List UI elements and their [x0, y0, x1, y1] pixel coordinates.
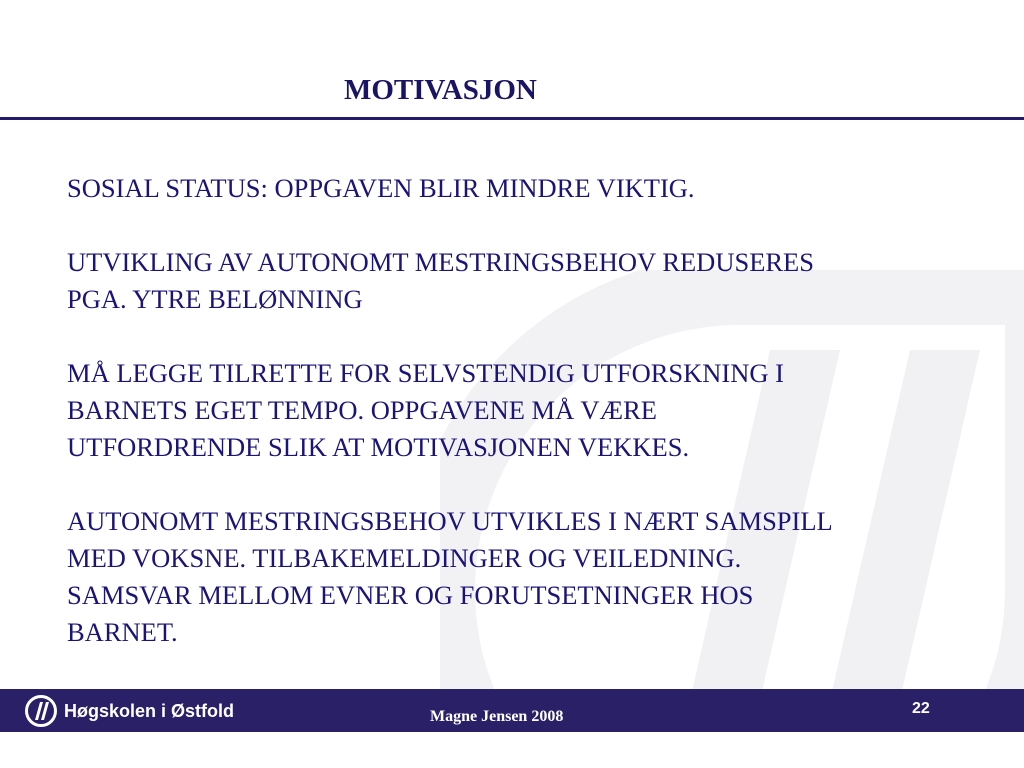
paragraph-autonomy-reduced: [67, 244, 997, 318]
text-line: BARNETS EGET TEMPO. OPPGAVENE MÅ VÆRE: [67, 395, 657, 425]
text-line: MED VOKSNE. TILBAKEMELDINGER OG VEILEDNING.: [67, 543, 742, 573]
footer-author: Magne Jensen 2008: [430, 708, 564, 725]
paragraph-autonomy-develops: [67, 503, 997, 651]
logo-text: Høgskolen i Østfold: [64, 700, 235, 721]
title-divider: [0, 117, 1024, 120]
text-line: PGA. YTRE BELØNNING: [67, 284, 363, 314]
slide-body: [67, 170, 997, 651]
paragraph-independent-exploration: [67, 355, 997, 466]
text-line: UTVIKLING AV AUTONOMT MESTRINGSBEHOV REDUSERES: [67, 247, 814, 277]
hiof-logo-icon: [24, 694, 58, 728]
paragraph-social-status: [67, 170, 997, 207]
text-line: AUTONOMT MESTRINGSBEHOV UTVIKLES I NÆRT SAMSPILL: [67, 506, 833, 536]
page-number: 22: [912, 700, 930, 717]
text-line: SAMSVAR MELLOM EVNER OG FORUTSETNINGER HOS: [67, 580, 754, 610]
institution-logo: [24, 692, 234, 730]
text-line: MÅ LEGGE TILRETTE FOR SELVSTENDIG UTFORSKNING I: [67, 358, 784, 388]
footer-bar: [0, 689, 1024, 732]
text-line: BARNET.: [67, 617, 178, 647]
text-line: UTFORDRENDE SLIK AT MOTIVASJONEN VEKKES.: [67, 432, 690, 462]
slide-title: MOTIVASJON: [344, 74, 537, 106]
text-line: SOSIAL STATUS: OPPGAVEN BLIR MINDRE VIKTIG.: [67, 173, 695, 203]
